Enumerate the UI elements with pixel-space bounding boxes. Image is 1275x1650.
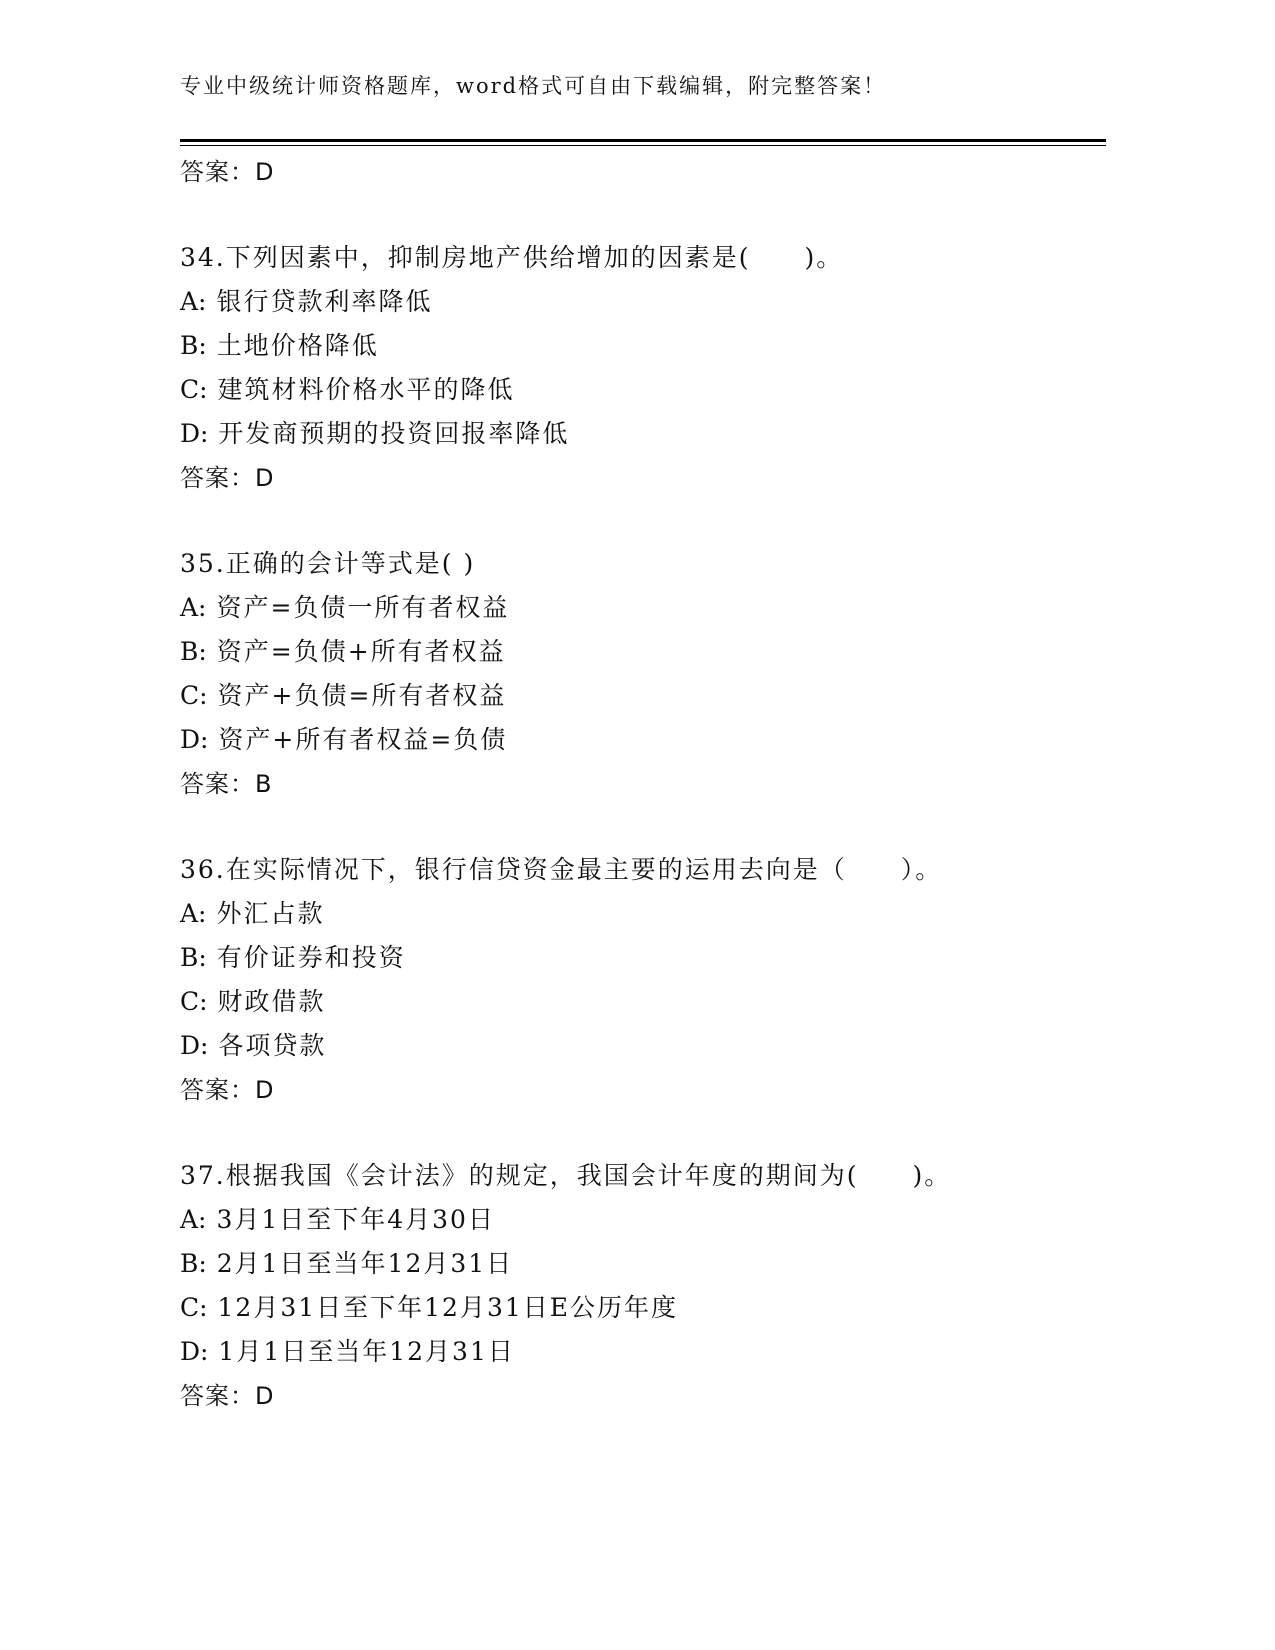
option-letter: C: xyxy=(180,987,208,1016)
option-gap xyxy=(208,725,218,754)
option-text: 资产=负债+所有者权益 xyxy=(216,637,506,666)
option-gap xyxy=(207,1249,217,1278)
question-block xyxy=(180,542,1106,806)
answer-value: D xyxy=(255,464,274,492)
answer-label: 答案： xyxy=(180,464,255,492)
question-stem: 34.下列因素中，抑制房地产供给增加的因素是( )。 xyxy=(180,243,844,272)
option-item xyxy=(180,586,1106,630)
question-block xyxy=(180,848,1106,1112)
option-item xyxy=(180,1198,1106,1242)
option-item xyxy=(180,718,1106,762)
option-gap xyxy=(208,1293,218,1322)
question-stem: 37.根据我国《会计法》的规定，我国会计年度的期间为( )。 xyxy=(180,1161,952,1190)
document-body xyxy=(180,150,1106,1418)
answer-value: D xyxy=(255,1076,274,1104)
answer-label: 答案： xyxy=(180,158,255,186)
option-item xyxy=(180,892,1106,936)
option-gap xyxy=(207,943,217,972)
answer-line xyxy=(180,762,1106,806)
option-text: 财政借款 xyxy=(217,987,326,1016)
option-text: 资产+负债=所有者权益 xyxy=(217,681,507,710)
option-item xyxy=(180,1242,1106,1286)
answer-label: 答案： xyxy=(180,1382,255,1410)
option-text: 1月1日至当年12月31日 xyxy=(218,1337,515,1366)
answer-value: D xyxy=(255,158,274,186)
option-text: 有价证券和投资 xyxy=(216,943,406,972)
option-letter: B: xyxy=(180,1249,207,1278)
option-text: 开发商预期的投资回报率降低 xyxy=(218,419,570,448)
option-gap xyxy=(206,593,216,622)
option-gap xyxy=(208,987,218,1016)
option-gap xyxy=(208,375,218,404)
option-gap xyxy=(206,287,216,316)
option-item xyxy=(180,936,1106,980)
option-letter: D: xyxy=(180,1337,209,1366)
option-item xyxy=(180,368,1106,412)
header-rule-thick xyxy=(180,139,1106,142)
option-text: 2月1日至当年12月31日 xyxy=(216,1249,514,1278)
option-text: 建筑材料价格水平的降低 xyxy=(217,375,515,404)
option-gap xyxy=(208,1031,218,1060)
option-gap xyxy=(206,899,216,928)
option-text: 3月1日至下年4月30日 xyxy=(216,1205,495,1234)
question-block xyxy=(180,236,1106,500)
option-text: 银行贷款利率降低 xyxy=(216,287,433,316)
option-item xyxy=(180,980,1106,1024)
option-item xyxy=(180,630,1106,674)
question-list xyxy=(180,236,1106,1418)
option-letter: B: xyxy=(180,943,207,972)
answer-line xyxy=(180,1068,1106,1112)
option-item xyxy=(180,1286,1106,1330)
answer-value: B xyxy=(255,770,272,798)
question-stem: 35.正确的会计等式是( ) xyxy=(180,549,476,578)
option-text: 资产=负债一所有者权益 xyxy=(216,593,510,622)
question-block xyxy=(180,1154,1106,1418)
option-gap xyxy=(208,419,218,448)
option-item xyxy=(180,1330,1106,1374)
option-item xyxy=(180,324,1106,368)
option-letter: B: xyxy=(180,331,207,360)
option-letter: A: xyxy=(180,899,207,928)
page-header: 专业中级统计师资格题库，word格式可自由下载编辑，附完整答案！ xyxy=(180,74,887,98)
answer-line xyxy=(180,1374,1106,1418)
option-text: 资产+所有者权益=负债 xyxy=(218,725,508,754)
option-letter: D: xyxy=(180,419,209,448)
option-letter: D: xyxy=(180,1031,209,1060)
option-gap xyxy=(207,331,217,360)
option-gap xyxy=(206,1205,216,1234)
option-letter: A: xyxy=(180,1205,207,1234)
question-stem: 36.在实际情况下，银行信贷资金最主要的运用去向是（ ）。 xyxy=(180,855,943,884)
option-letter: D: xyxy=(180,725,209,754)
option-text: 各项贷款 xyxy=(218,1031,327,1060)
option-gap xyxy=(208,681,218,710)
option-letter: A: xyxy=(180,593,207,622)
answer-line xyxy=(180,456,1106,500)
option-letter: C: xyxy=(180,375,208,404)
answer-label: 答案： xyxy=(180,770,255,798)
option-text: 外汇占款 xyxy=(216,899,325,928)
option-item xyxy=(180,674,1106,718)
option-letter: C: xyxy=(180,1293,208,1322)
option-letter: C: xyxy=(180,681,208,710)
option-letter: A: xyxy=(180,287,207,316)
option-gap xyxy=(208,1337,218,1366)
option-item xyxy=(180,1024,1106,1068)
option-item xyxy=(180,412,1106,456)
answer-value: D xyxy=(255,1382,274,1410)
option-gap xyxy=(207,637,217,666)
header-rule-thin xyxy=(180,145,1106,146)
previous-answer xyxy=(180,150,1106,194)
option-letter: B: xyxy=(180,637,207,666)
option-text: 土地价格降低 xyxy=(216,331,379,360)
option-text: 12月31日至下年12月31日E公历年度 xyxy=(217,1293,679,1322)
option-item xyxy=(180,280,1106,324)
answer-label: 答案： xyxy=(180,1076,255,1104)
